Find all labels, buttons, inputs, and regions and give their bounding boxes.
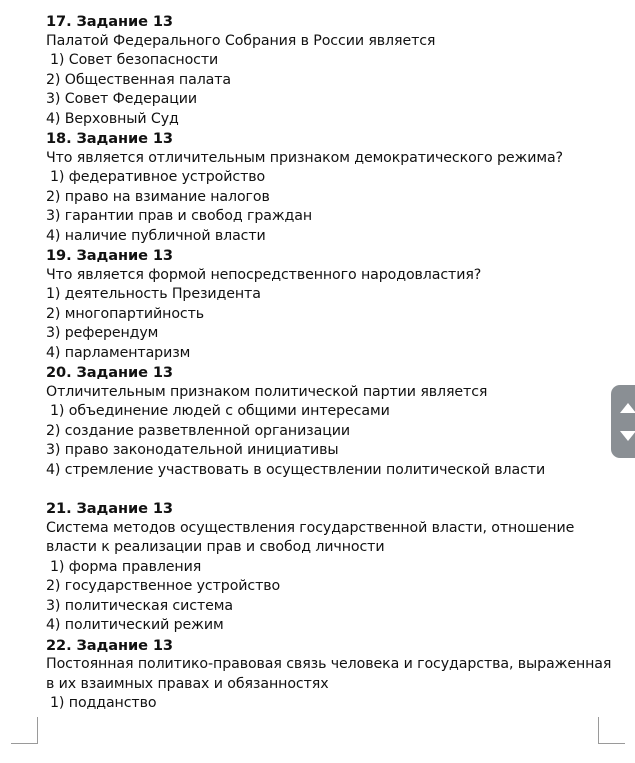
answer-option: 2) многопартийность [46,305,205,322]
answer-option: 3) право законодательной инициативы [46,442,339,458]
question-text: Что является формой непосредственного народовластия? [46,266,482,283]
question-header: 18. Задание 13 [46,130,173,147]
question-text: Что является отличительным признаком демократического режима? [46,149,563,166]
question-17 [46,12,621,129]
answer-option: 2) создание разветвленной организации [46,422,351,439]
answer-option: 1) Совет безопасности [50,52,219,68]
answer-option: 1) федеративное устройство [50,169,266,185]
page-corner-mark-right [598,717,625,744]
answer-option: 3) политическая система [46,597,233,614]
answer-option: 1) форма правления [50,558,202,575]
question-header: 17. Задание 13 [46,13,173,30]
question-header: 21. Задание 13 [46,500,173,517]
answer-option: 2) государственное устройство [46,578,281,594]
answer-option: 3) Совет Федерации [46,91,197,107]
answer-option: 4) политический режим [46,617,224,633]
question-header: 20. Задание 13 [46,364,173,381]
answer-option: 1) объединение людей с общими интересами [50,403,390,419]
answer-option: 4) стремление участвовать в осуществлении политической власти [46,461,546,478]
question-header: 19. Задание 13 [46,247,173,264]
chevron-down-icon[interactable] [620,431,635,441]
answer-option: 2) Общественная палата [46,71,232,88]
answer-option: 3) гарантии прав и свобод граждан [46,208,312,224]
question-18 [46,129,621,246]
question-text: Система методов осуществления государственной власти, отношение власти к реализации прав и свобод личности [46,519,575,555]
answer-option: 1) подданство [50,695,157,711]
question-text: Палатой Федерального Собрания в России является [46,32,436,49]
question-text: Постоянная политико-правовая связь человека и государства, выраженная в их взаимных правах и обязанностях [46,656,612,692]
answer-option: 3) референдум [46,325,159,341]
question-22 [46,636,621,714]
answer-option: 1) деятельность Президента [46,286,261,302]
blank-line [46,480,621,499]
document-page [46,12,621,714]
answer-option: 2) право на взимание налогов [46,188,270,205]
question-21 [46,499,621,636]
question-19 [46,246,621,363]
answer-option: 4) парламентаризм [46,344,191,361]
question-text: Отличительным признаком политической партии является [46,383,488,400]
chevron-up-icon[interactable] [620,403,635,413]
page-corner-mark-left [11,717,38,744]
question-header: 22. Задание 13 [46,636,173,654]
answer-option: 4) наличие публичной власти [46,227,266,244]
page-scroll-control[interactable] [611,385,635,458]
question-20 [46,363,621,480]
answer-option: 4) Верховный Суд [46,110,179,127]
